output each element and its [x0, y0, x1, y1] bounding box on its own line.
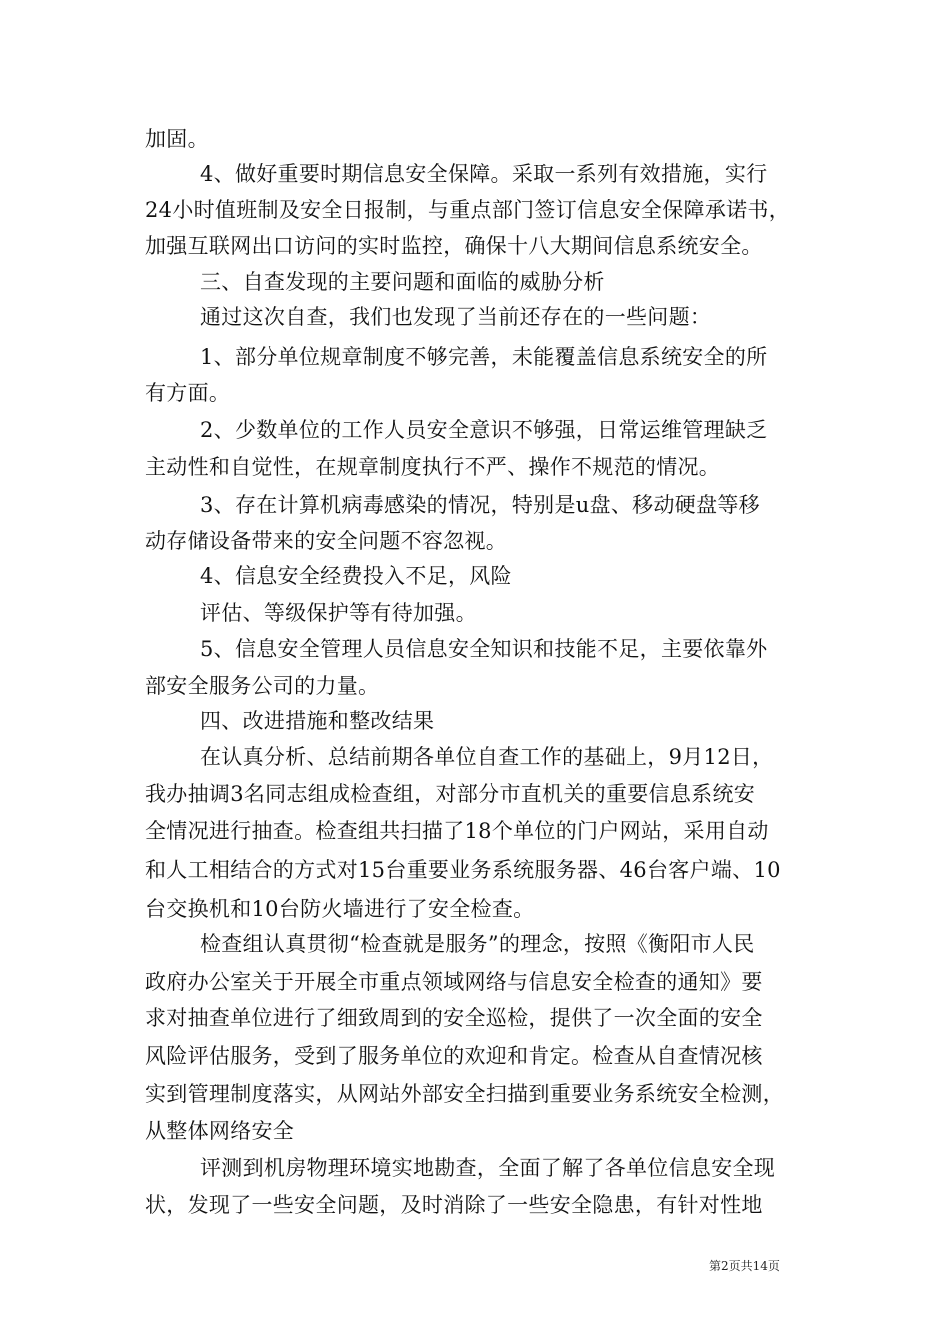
section-heading: 三、自查发现的主要问题和面临的威胁分析 — [200, 270, 605, 294]
text-line: 台交换机和10台防火墙进行了安全检查。 — [145, 897, 535, 921]
section-heading: 四、改进措施和整改结果 — [200, 709, 435, 733]
text-line: 4、信息安全经费投入不足，风险 — [200, 564, 512, 588]
text-line: 动存储设备带来的安全问题不容忽视。 — [145, 529, 508, 553]
text-line: 24小时值班制及安全日报制，与重点部门签订信息安全保障承诺书， — [145, 198, 791, 222]
text-line: 我办抽调3名同志组成检查组，对部分市直机关的重要信息系统安 — [145, 782, 756, 806]
page-number: 第2页共14页 — [709, 1259, 780, 1273]
text-line: 状，发现了一些安全问题，及时消除了一些安全隐患，有针对性地 — [145, 1193, 763, 1217]
text-line: 3、存在计算机病毒感染的情况，特别是u盘、移动硬盘等移 — [200, 493, 760, 517]
text-line: 加固。 — [145, 127, 209, 151]
text-line: 1、部分单位规章制度不够完善，未能覆盖信息系统安全的所 — [200, 345, 768, 369]
text-line: 和人工相结合的方式对15台重要业务系统服务器、46台客户端、10 — [145, 858, 781, 882]
text-line: 加强互联网出口访问的实时监控，确保十八大期间信息系统安全。 — [145, 234, 763, 258]
text-line: 5、信息安全管理人员信息安全知识和技能不足，主要依靠外 — [200, 637, 768, 661]
text-line: 4、做好重要时期信息安全保障。采取一系列有效措施，实行 — [200, 162, 768, 186]
text-line: 政府办公室关于开展全市重点领域网络与信息安全检查的通知》要 — [145, 970, 763, 994]
text-line: 求对抽查单位进行了细致周到的安全巡检，提供了一次全面的安全 — [145, 1006, 763, 1030]
text-line: 通过这次自查，我们也发现了当前还存在的一些问题： — [200, 305, 712, 329]
text-line: 评估、等级保护等有待加强。 — [200, 601, 477, 625]
text-line: 风险评估服务，受到了服务单位的欢迎和肯定。检查从自查情况核 — [145, 1044, 763, 1068]
text-line: 评测到机房物理环境实地勘查，全面了解了各单位信息安全现 — [200, 1156, 776, 1180]
text-line: 全情况进行抽查。检查组共扫描了18个单位的门户网站，采用自动 — [145, 819, 769, 843]
text-line: 2、少数单位的工作人员安全意识不够强，日常运维管理缺乏 — [200, 418, 768, 442]
text-line: 在认真分析、总结前期各单位自查工作的基础上，9月12日， — [200, 745, 774, 769]
text-line: 有方面。 — [145, 381, 231, 405]
text-line: 检查组认真贯彻“检查就是服务”的理念，按照《衡阳市人民 — [200, 932, 755, 956]
text-line: 从整体网络安全 — [145, 1119, 295, 1143]
text-line: 部安全服务公司的力量。 — [145, 674, 380, 698]
text-line: 主动性和自觉性，在规章制度执行不严、操作不规范的情况。 — [145, 455, 721, 479]
text-line: 实到管理制度落实，从网站外部安全扫描到重要业务系统安全检测， — [145, 1082, 784, 1106]
